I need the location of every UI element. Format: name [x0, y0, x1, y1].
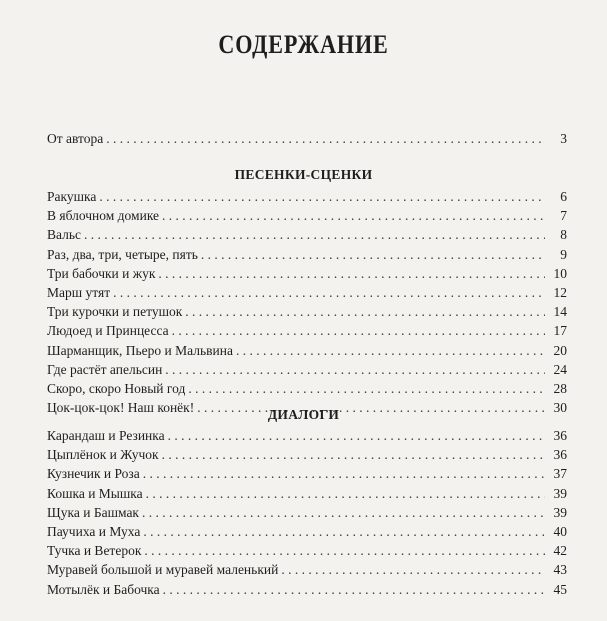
toc-entry-title: Паучиха и Муха: [47, 523, 141, 539]
toc-entry-page: 8: [560, 227, 567, 243]
toc-entry-title: Марш утят: [47, 284, 111, 300]
toc-entry-page: 39: [553, 504, 567, 520]
section-heading-songs: ПЕСЕНКИ-СЦЕНКИ: [234, 167, 373, 182]
toc-entry-title: Кошка и Мышка: [47, 485, 143, 501]
toc-entry-page: 10: [553, 265, 567, 281]
toc-entry: [47, 362, 567, 381]
toc-entry: [47, 486, 567, 505]
dot-leader: [188, 381, 545, 397]
toc-entry: [47, 505, 567, 524]
toc-entry: [47, 524, 567, 543]
toc-entry-page: 45: [553, 581, 567, 597]
toc-entry: [47, 428, 567, 447]
toc-entry-title: От автора: [47, 131, 104, 146]
section-heading-dialogues: ДИАЛОГИ: [267, 407, 340, 422]
toc-intro-list: [47, 131, 567, 150]
toc-entry: [47, 189, 567, 208]
toc-dialogues-list: [47, 428, 567, 601]
toc-entry-page: 28: [553, 380, 567, 396]
toc-entry: [47, 582, 567, 601]
toc-entry-page: 14: [553, 304, 567, 320]
toc-songs-list: [47, 189, 567, 419]
toc-entry-title: Щука и Башмак: [47, 504, 139, 520]
dot-leader: [113, 285, 545, 301]
toc-entry-title: Цок-цок-цок! Наш конёк!: [47, 400, 195, 416]
toc-entry-title: В яблочном домике: [47, 208, 160, 224]
dot-leader: [162, 447, 545, 463]
toc-entry: [47, 447, 567, 466]
page-title: СОДЕРЖАНИЕ: [218, 30, 389, 59]
toc-entry: [47, 304, 567, 323]
toc-entry-title: Ракушка: [47, 189, 97, 204]
toc-entry-page: 39: [553, 485, 567, 501]
toc-entry-page: 20: [553, 342, 567, 358]
toc-entry-page: 43: [553, 562, 567, 578]
toc-entry: [47, 208, 567, 227]
toc-entry-title: Раз, два, три, четыре, пять: [47, 246, 198, 262]
dot-leader: [163, 582, 545, 598]
toc-entry-page: 17: [553, 323, 567, 339]
dot-leader: [144, 543, 545, 559]
toc-entry: [47, 543, 567, 562]
dot-leader: [185, 304, 545, 320]
dot-leader: [281, 562, 545, 578]
toc-entry-page: 3: [560, 131, 567, 146]
dot-leader: [143, 524, 545, 540]
toc-entry: [47, 266, 567, 285]
toc-entry-page: 12: [553, 284, 567, 300]
toc-entry-page: 42: [553, 543, 567, 559]
toc-entry-title: Три курочки и петушок: [47, 304, 183, 320]
toc-entry: [47, 247, 567, 266]
toc-entry-page: 7: [560, 208, 567, 224]
toc-entry-page: 6: [560, 189, 567, 204]
toc-entry-title: Людоед и Принцесса: [47, 323, 169, 339]
toc-entry-page: 36: [553, 447, 567, 463]
toc-entry: [47, 343, 567, 362]
toc-entry-title: Кузнечик и Роза: [47, 466, 140, 482]
dot-leader: [106, 131, 545, 147]
dot-leader: [146, 486, 545, 502]
toc-entry-page: 30: [553, 400, 567, 416]
toc-entry: [47, 381, 567, 400]
toc-entry-page: 24: [553, 361, 567, 377]
toc-entry-title: Где растёт апельсин: [47, 361, 163, 377]
dot-leader: [172, 323, 545, 339]
dot-leader: [162, 208, 545, 224]
toc-entry-title: Три бабочки и жук: [47, 265, 156, 281]
toc-entry-title: Мотылёк и Бабочка: [47, 581, 160, 597]
dot-leader: [143, 466, 545, 482]
toc-entry-title: Шарманщик, Пьеро и Мальвина: [47, 342, 233, 358]
toc-entry-title: Муравей большой и муравей маленький: [47, 562, 279, 578]
toc-entry-title: Вальс: [47, 227, 82, 243]
toc-entry: [47, 323, 567, 342]
dot-leader: [168, 428, 545, 444]
dot-leader: [142, 505, 545, 521]
toc-entry-page: 9: [560, 246, 567, 262]
toc-entry-page: 37: [553, 466, 567, 482]
dot-leader: [236, 343, 545, 359]
toc-entry: [47, 227, 567, 246]
dot-leader: [99, 189, 545, 205]
toc-entry-page: 40: [553, 523, 567, 539]
toc-entry-title: Карандаш и Резинка: [47, 428, 165, 443]
dot-leader: [165, 362, 545, 378]
dot-leader: [84, 227, 545, 243]
dot-leader: [201, 247, 545, 263]
toc-entry-title: Скоро, скоро Новый год: [47, 380, 186, 396]
toc-entry: [47, 562, 567, 581]
toc-entry: [47, 285, 567, 304]
toc-entry: [47, 466, 567, 485]
dot-leader: [158, 266, 545, 282]
toc-entry-page: 36: [553, 428, 567, 443]
toc-entry: [47, 131, 567, 150]
toc-entry-title: Тучка и Ветерок: [47, 543, 142, 559]
toc-entry-title: Цыплёнок и Жучок: [47, 447, 159, 463]
